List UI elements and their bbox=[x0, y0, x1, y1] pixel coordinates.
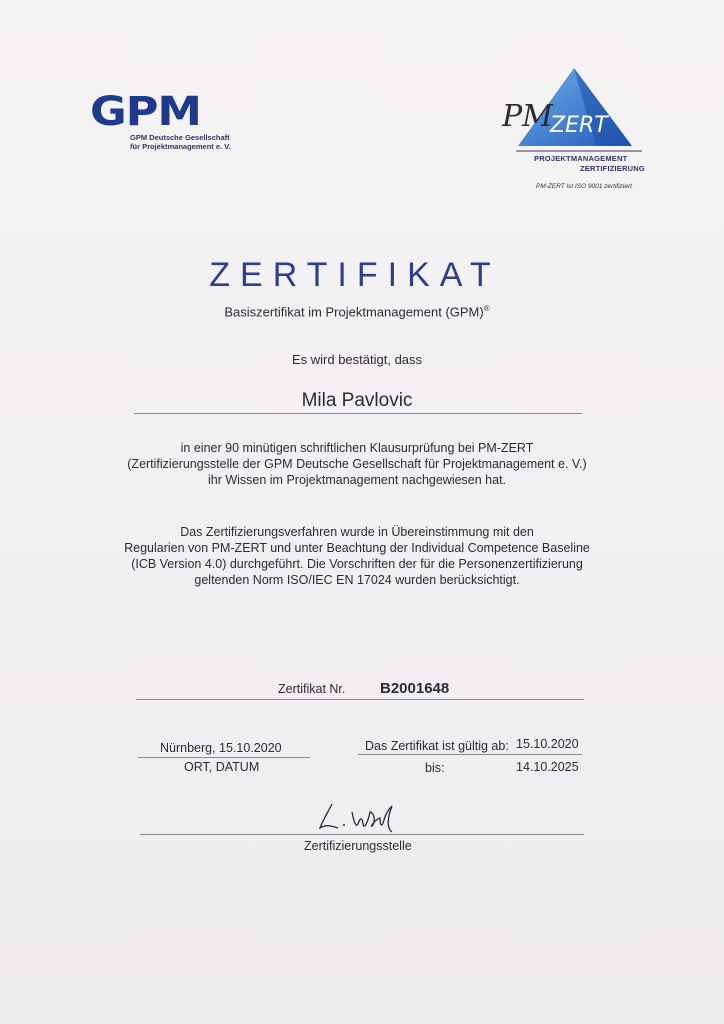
cert-no-line bbox=[136, 699, 584, 700]
recipient-name: Mila Pavlovic bbox=[301, 390, 413, 411]
cert-no-value: B2001648 bbox=[380, 680, 450, 697]
procedure-paragraph: Das Zertifizierungsverfahren wurde in Übereinstimmung mit den Regularien von PM-ZERT und unter Beachtung der Individual Competence Baseline (ICB Version 4.0) durchgeführt. Die Vorschriften der für die Personenzertifizierung geltenden Norm ISO/IEC EN 17024 wurden berücksichtigt. bbox=[124, 525, 590, 587]
validity-line bbox=[358, 754, 582, 755]
signature-line bbox=[140, 834, 584, 835]
place-date-value: Nürnberg, 15.10.2020 bbox=[160, 741, 282, 755]
svg-text:PM: PM bbox=[502, 99, 553, 134]
cert-no-label: Zertifikat Nr. bbox=[278, 682, 346, 696]
pmzert-subtitle-1: PROJEKTMANAGEMENT bbox=[534, 154, 628, 163]
pmzert-logo bbox=[500, 64, 650, 196]
valid-to-value: 14.10.2025 bbox=[516, 760, 579, 774]
svg-text:ZERT: ZERT bbox=[550, 113, 608, 138]
gpm-wordmark: GPM bbox=[90, 89, 201, 135]
valid-from-label: Das Zertifikat ist gültig ab: bbox=[365, 739, 509, 753]
pmzert-iso-note: PM-ZERT ist ISO 9001 zertifiziert bbox=[536, 183, 632, 190]
place-date-line bbox=[138, 757, 310, 758]
exam-paragraph: in einer 90 minütigen schriftlichen Klausurprüfung bei PM-ZERT (Zertifizierungsstelle der GPM Deutsche Gesellschaft für Projektmanagement e. V.) ihr Wissen im Projektmanagement nachgewiesen hat. bbox=[127, 441, 587, 487]
certificate-title: ZERTIFIKAT bbox=[209, 256, 501, 294]
name-line bbox=[134, 413, 582, 414]
confirm-text: Es wird bestätigt, dass bbox=[291, 352, 423, 367]
valid-from-value: 15.10.2020 bbox=[516, 737, 579, 751]
valid-to-label: bis: bbox=[425, 761, 445, 775]
gpm-logo bbox=[90, 89, 240, 151]
signature-label: Zertifizierungsstelle bbox=[304, 839, 412, 853]
place-date-label: ORT, DATUM bbox=[184, 760, 260, 774]
pmzert-triangle-icon bbox=[500, 64, 650, 156]
pmzert-subtitle-2: ZERTIFIZIERUNG bbox=[580, 164, 645, 173]
certificate-subtitle: Basiszertifikat im Projektmanagement (GPM)® bbox=[224, 304, 490, 320]
signature-image bbox=[318, 798, 408, 836]
gpm-subtitle: GPM Deutsche Gesellschaft für Projektmanagement e. V. bbox=[130, 133, 231, 151]
